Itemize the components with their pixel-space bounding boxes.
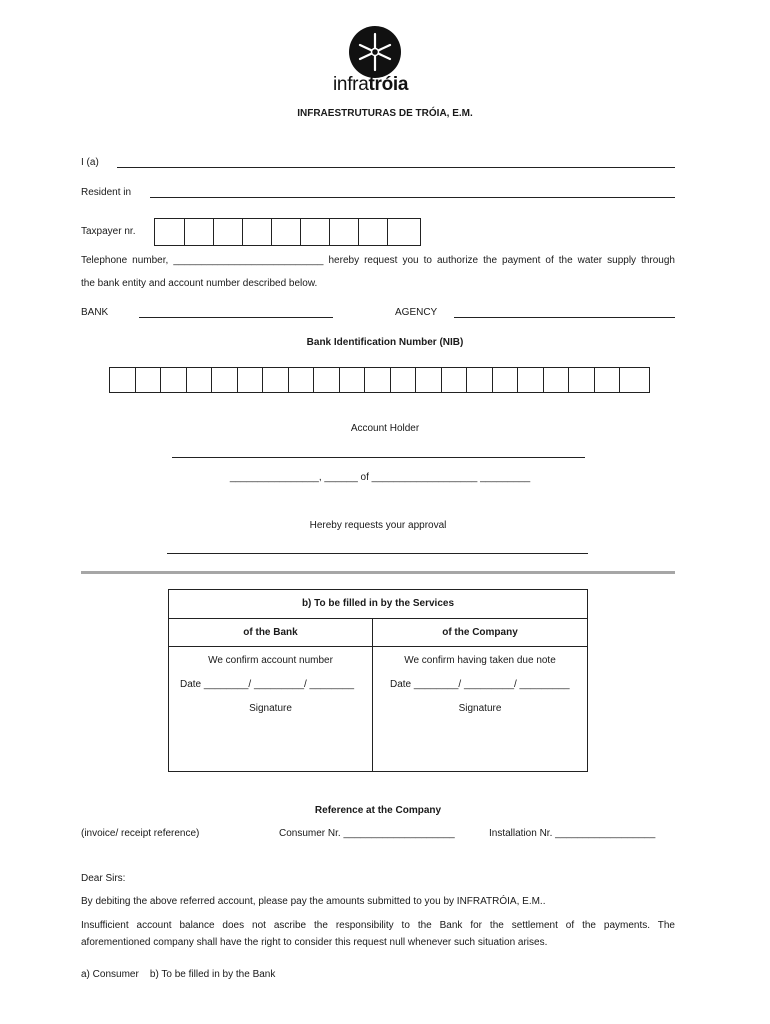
nib-digit-box[interactable] [544, 368, 569, 392]
nib-boxes[interactable] [109, 367, 650, 393]
resident-label: Resident in [81, 187, 132, 198]
nib-digit-box[interactable] [136, 368, 161, 392]
table-divider [169, 618, 587, 619]
bank-label: BANK [81, 307, 109, 318]
nib-digit-box[interactable] [569, 368, 595, 392]
consumer-number-field[interactable]: Consumer Nr. ____________________ [279, 828, 455, 839]
taxpayer-label: Taxpayer nr. [81, 226, 136, 237]
table-divider [169, 646, 587, 647]
nib-digit-box[interactable] [391, 368, 416, 392]
bank-field-line[interactable] [139, 317, 333, 318]
telephone-text: Telephone number, ___________________________ hereby request you to authorize the payment of the water supply through [81, 255, 675, 266]
brand-bold-text: tróia [368, 74, 409, 95]
nib-digit-box[interactable] [314, 368, 340, 392]
nib-digit-box[interactable] [187, 368, 212, 392]
i-label: I (a) [81, 157, 99, 168]
nib-digit-box[interactable] [340, 368, 365, 392]
account-holder-line[interactable] [172, 457, 585, 458]
bank-confirm-text: We confirm account number [208, 655, 333, 666]
reference-title: Reference at the Company [314, 805, 442, 816]
taxpayer-digit-box[interactable] [330, 219, 359, 245]
taxpayer-digit-box[interactable] [214, 219, 243, 245]
bank-column-header: of the Bank [243, 627, 298, 638]
bank-signature-label: Signature [249, 703, 292, 714]
name-field-line[interactable] [117, 167, 675, 168]
nib-digit-box[interactable] [416, 368, 442, 392]
bank-date-field[interactable]: Date ________/ _________/ ________ [180, 679, 355, 690]
nib-digit-box[interactable] [442, 368, 467, 392]
nib-digit-box[interactable] [518, 368, 544, 392]
agency-label: AGENCY [395, 307, 438, 318]
table-column-divider [372, 618, 373, 771]
nib-digit-box[interactable] [467, 368, 493, 392]
taxpayer-digit-box[interactable] [155, 219, 185, 245]
nib-digit-box[interactable] [212, 368, 238, 392]
nib-title: Bank Identification Number (NIB) [306, 337, 464, 348]
brand-light-text: infra [333, 74, 369, 95]
taxpayer-digit-box[interactable] [301, 219, 330, 245]
nib-digit-box[interactable] [263, 368, 289, 392]
nib-digit-box[interactable] [289, 368, 314, 392]
taxpayer-digit-box[interactable] [185, 219, 214, 245]
nib-digit-box[interactable] [161, 368, 187, 392]
salutation: Dear Sirs: [81, 873, 126, 884]
agency-field-line[interactable] [454, 317, 675, 318]
company-confirm-text: We confirm having taken due note [404, 655, 556, 666]
nib-digit-box[interactable] [595, 368, 620, 392]
company-column-header: of the Company [442, 627, 518, 638]
bank-entity-text: the bank entity and account number described below. [81, 278, 318, 289]
approval-signature-line[interactable] [167, 553, 588, 554]
company-name-heading: INFRAESTRUTURAS DE TRÓIA, E.M. [297, 108, 473, 119]
taxpayer-digit-box[interactable] [243, 219, 272, 245]
taxpayer-digit-box[interactable] [388, 219, 418, 245]
taxpayer-digit-box[interactable] [359, 219, 388, 245]
debit-instruction: By debiting the above referred account, please pay the amounts submitted to you by INFRATRÓIA, E.M.. [81, 896, 546, 907]
resident-field-line[interactable] [150, 197, 675, 198]
nib-digit-box[interactable] [110, 368, 136, 392]
account-holder-label: Account Holder [350, 423, 420, 434]
brand-wordmark [333, 74, 408, 96]
insufficient-balance-line2: aforementioned company shall have the right to consider this request null whenever such situation arises. [81, 937, 548, 948]
nib-digit-box[interactable] [238, 368, 263, 392]
taxpayer-digit-box[interactable] [272, 219, 301, 245]
nib-digit-box[interactable] [493, 368, 518, 392]
company-signature-label: Signature [458, 703, 502, 714]
invoice-reference-label: (invoice/ receipt reference) [81, 828, 200, 839]
taxpayer-number-boxes[interactable] [154, 218, 421, 246]
services-title: b) To be filled in by the Services [301, 598, 455, 609]
company-logo-icon [349, 26, 401, 78]
nib-digit-box[interactable] [365, 368, 391, 392]
insufficient-balance-line1: Insufficient account balance does not ascribe the responsibility to the Bank for the settlement of the payments. The [81, 920, 675, 931]
approval-text: Hereby requests your approval [309, 520, 447, 531]
company-date-field[interactable]: Date ________/ _________/ _________ [390, 679, 570, 690]
installation-number-field[interactable]: Installation Nr. __________________ [489, 828, 656, 839]
footer-note: a) Consumer b) To be filled in by the Bank [81, 969, 276, 980]
section-divider [81, 571, 675, 574]
nib-digit-box[interactable] [620, 368, 646, 392]
date-place-line: ________________, ______ of ___________________ _________ [229, 472, 531, 483]
services-table [168, 589, 588, 772]
